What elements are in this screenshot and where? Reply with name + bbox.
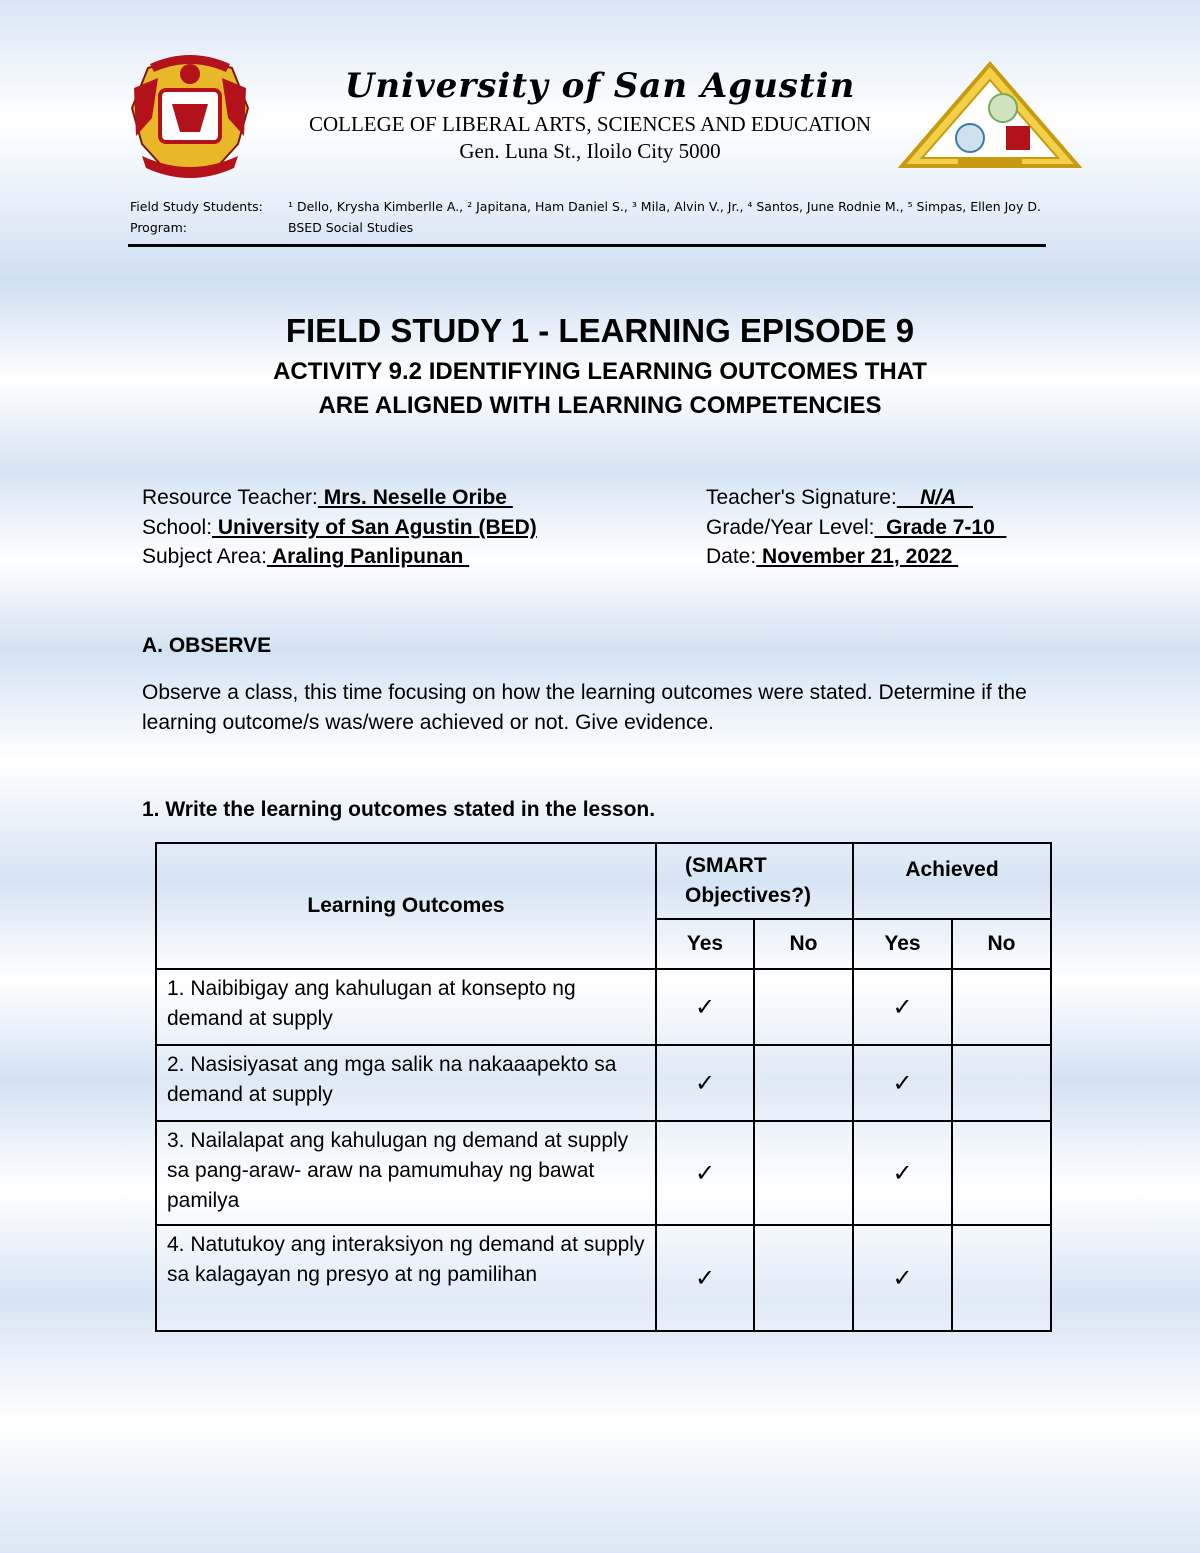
table-row [156,1225,1051,1331]
smart-yes-cell [656,1045,754,1121]
check-mark-icon: ✓ [892,1264,913,1292]
achieved-no-cell [952,969,1051,1045]
college-name: COLLEGE OF LIBERAL ARTS, SCIENCES AND EDUCATION [308,112,872,136]
table-row [156,1045,1051,1121]
smart-no-cell [754,1045,853,1121]
check-mark-icon: ✓ [694,993,716,1021]
section-a-heading: A. OBSERVE [142,634,272,657]
subject-area-value: Araling Panlipunan [266,545,470,568]
learning-outcome-cell: 4. Natutukoy ang interaksiyon ng demand at supply sa kalagayan ng presyo at ng pamilihan [156,1225,656,1331]
smart-yes-cell [656,969,754,1045]
achieved-yes-cell [853,969,952,1045]
school-value: University of San Agustin (BED) [212,516,537,539]
page-title: FIELD STUDY 1 - LEARNING EPISODE 9 [285,312,915,349]
school-field [142,516,537,540]
check-mark-icon: ✓ [892,993,913,1021]
table-row [156,969,1051,1045]
check-mark-icon: ✓ [694,1069,716,1097]
subject-area-field [142,545,469,569]
learning-outcome-cell: 3. Nailalapat ang kahulugan ng demand at supply sa pang-araw- araw na pamumuhay ng bawat pamilya [156,1121,656,1225]
resource-teacher-value: Mrs. Neselle Oribe [317,486,513,509]
signature-value: N/A [896,486,974,509]
students-label: Field Study Students: [130,199,263,214]
header-divider [128,244,1046,247]
date-label: Date: [706,545,757,568]
date-field [706,545,958,569]
school-label: School: [142,516,213,539]
program-row [130,220,413,235]
achieved-no-cell [952,1045,1051,1121]
header-achieved-no: No [952,919,1051,969]
check-mark-icon: ✓ [892,1159,913,1187]
header-smart-yes: Yes [656,919,754,969]
university-name: University of San Agustin [344,66,856,106]
header-achieved: Achieved [853,843,1051,919]
program-label: Program: [130,220,187,235]
smart-no-cell [754,1225,853,1331]
achieved-yes-cell [853,1121,952,1225]
smart-no-cell [754,1121,853,1225]
table-row [156,1121,1051,1225]
grade-level-value: Grade 7-10 [874,516,1007,539]
students-row [130,199,1041,214]
outcome-rows [156,969,1051,1331]
question-1: 1. Write the learning outcomes stated in the lesson. [142,798,656,821]
grade-level-field [706,516,1006,540]
activity-title-line1: ACTIVITY 9.2 IDENTIFYING LEARNING OUTCOMES THAT [273,358,927,385]
subject-area-label: Subject Area: [142,545,267,568]
activity-title-line2: ARE ALIGNED WITH LEARNING COMPETENCIES [318,392,882,419]
date-value: November 21, 2022 [756,545,959,568]
check-mark-icon: ✓ [694,1264,716,1292]
header-achieved-yes: Yes [853,919,952,969]
program-value: BSED Social Studies [288,220,414,235]
resource-teacher-label: Resource Teacher: [142,486,318,509]
learning-outcome-cell: 2. Nasisiyasat ang mga salik na nakaaapekto sa demand at supply [156,1045,656,1121]
observe-instructions: Observe a class, this time focusing on how the learning outcomes were stated. Determine if the learning outcome/s was/were achieved or not. Give evidence. [142,681,1027,734]
signature-field [706,486,973,510]
grade-level-label: Grade/Year Level: [706,516,875,539]
signature-label: Teacher's Signature: [706,486,897,509]
achieved-no-cell [952,1121,1051,1225]
smart-yes-cell [656,1121,754,1225]
check-mark-icon: ✓ [694,1159,716,1187]
check-mark-icon: ✓ [892,1069,913,1097]
learning-outcome-cell: 1. Naibibigay ang kahulugan at konsepto ng demand at supply [156,969,656,1045]
learning-outcomes-table [155,842,1052,1332]
smart-no-cell [754,969,853,1045]
address: Gen. Luna St., Iloilo City 5000 [459,139,721,163]
header-smart-objectives: (SMART Objectives?) [656,843,853,919]
header-smart-no: No [754,919,853,969]
achieved-yes-cell [853,1225,952,1331]
achieved-no-cell [952,1225,1051,1331]
students-value: ¹ Dello, Krysha Kimberlle A., ² Japitana, Ham Daniel S., ³ Mila, Alvin V., Jr., ⁴ Santos, June Rodnie M., ⁵ Simpas, Ellen Joy D. [288,199,1041,214]
resource-teacher-field [142,486,513,510]
header-learning-outcomes: Learning Outcomes [156,843,656,969]
achieved-yes-cell [853,1045,952,1121]
smart-yes-cell [656,1225,754,1331]
